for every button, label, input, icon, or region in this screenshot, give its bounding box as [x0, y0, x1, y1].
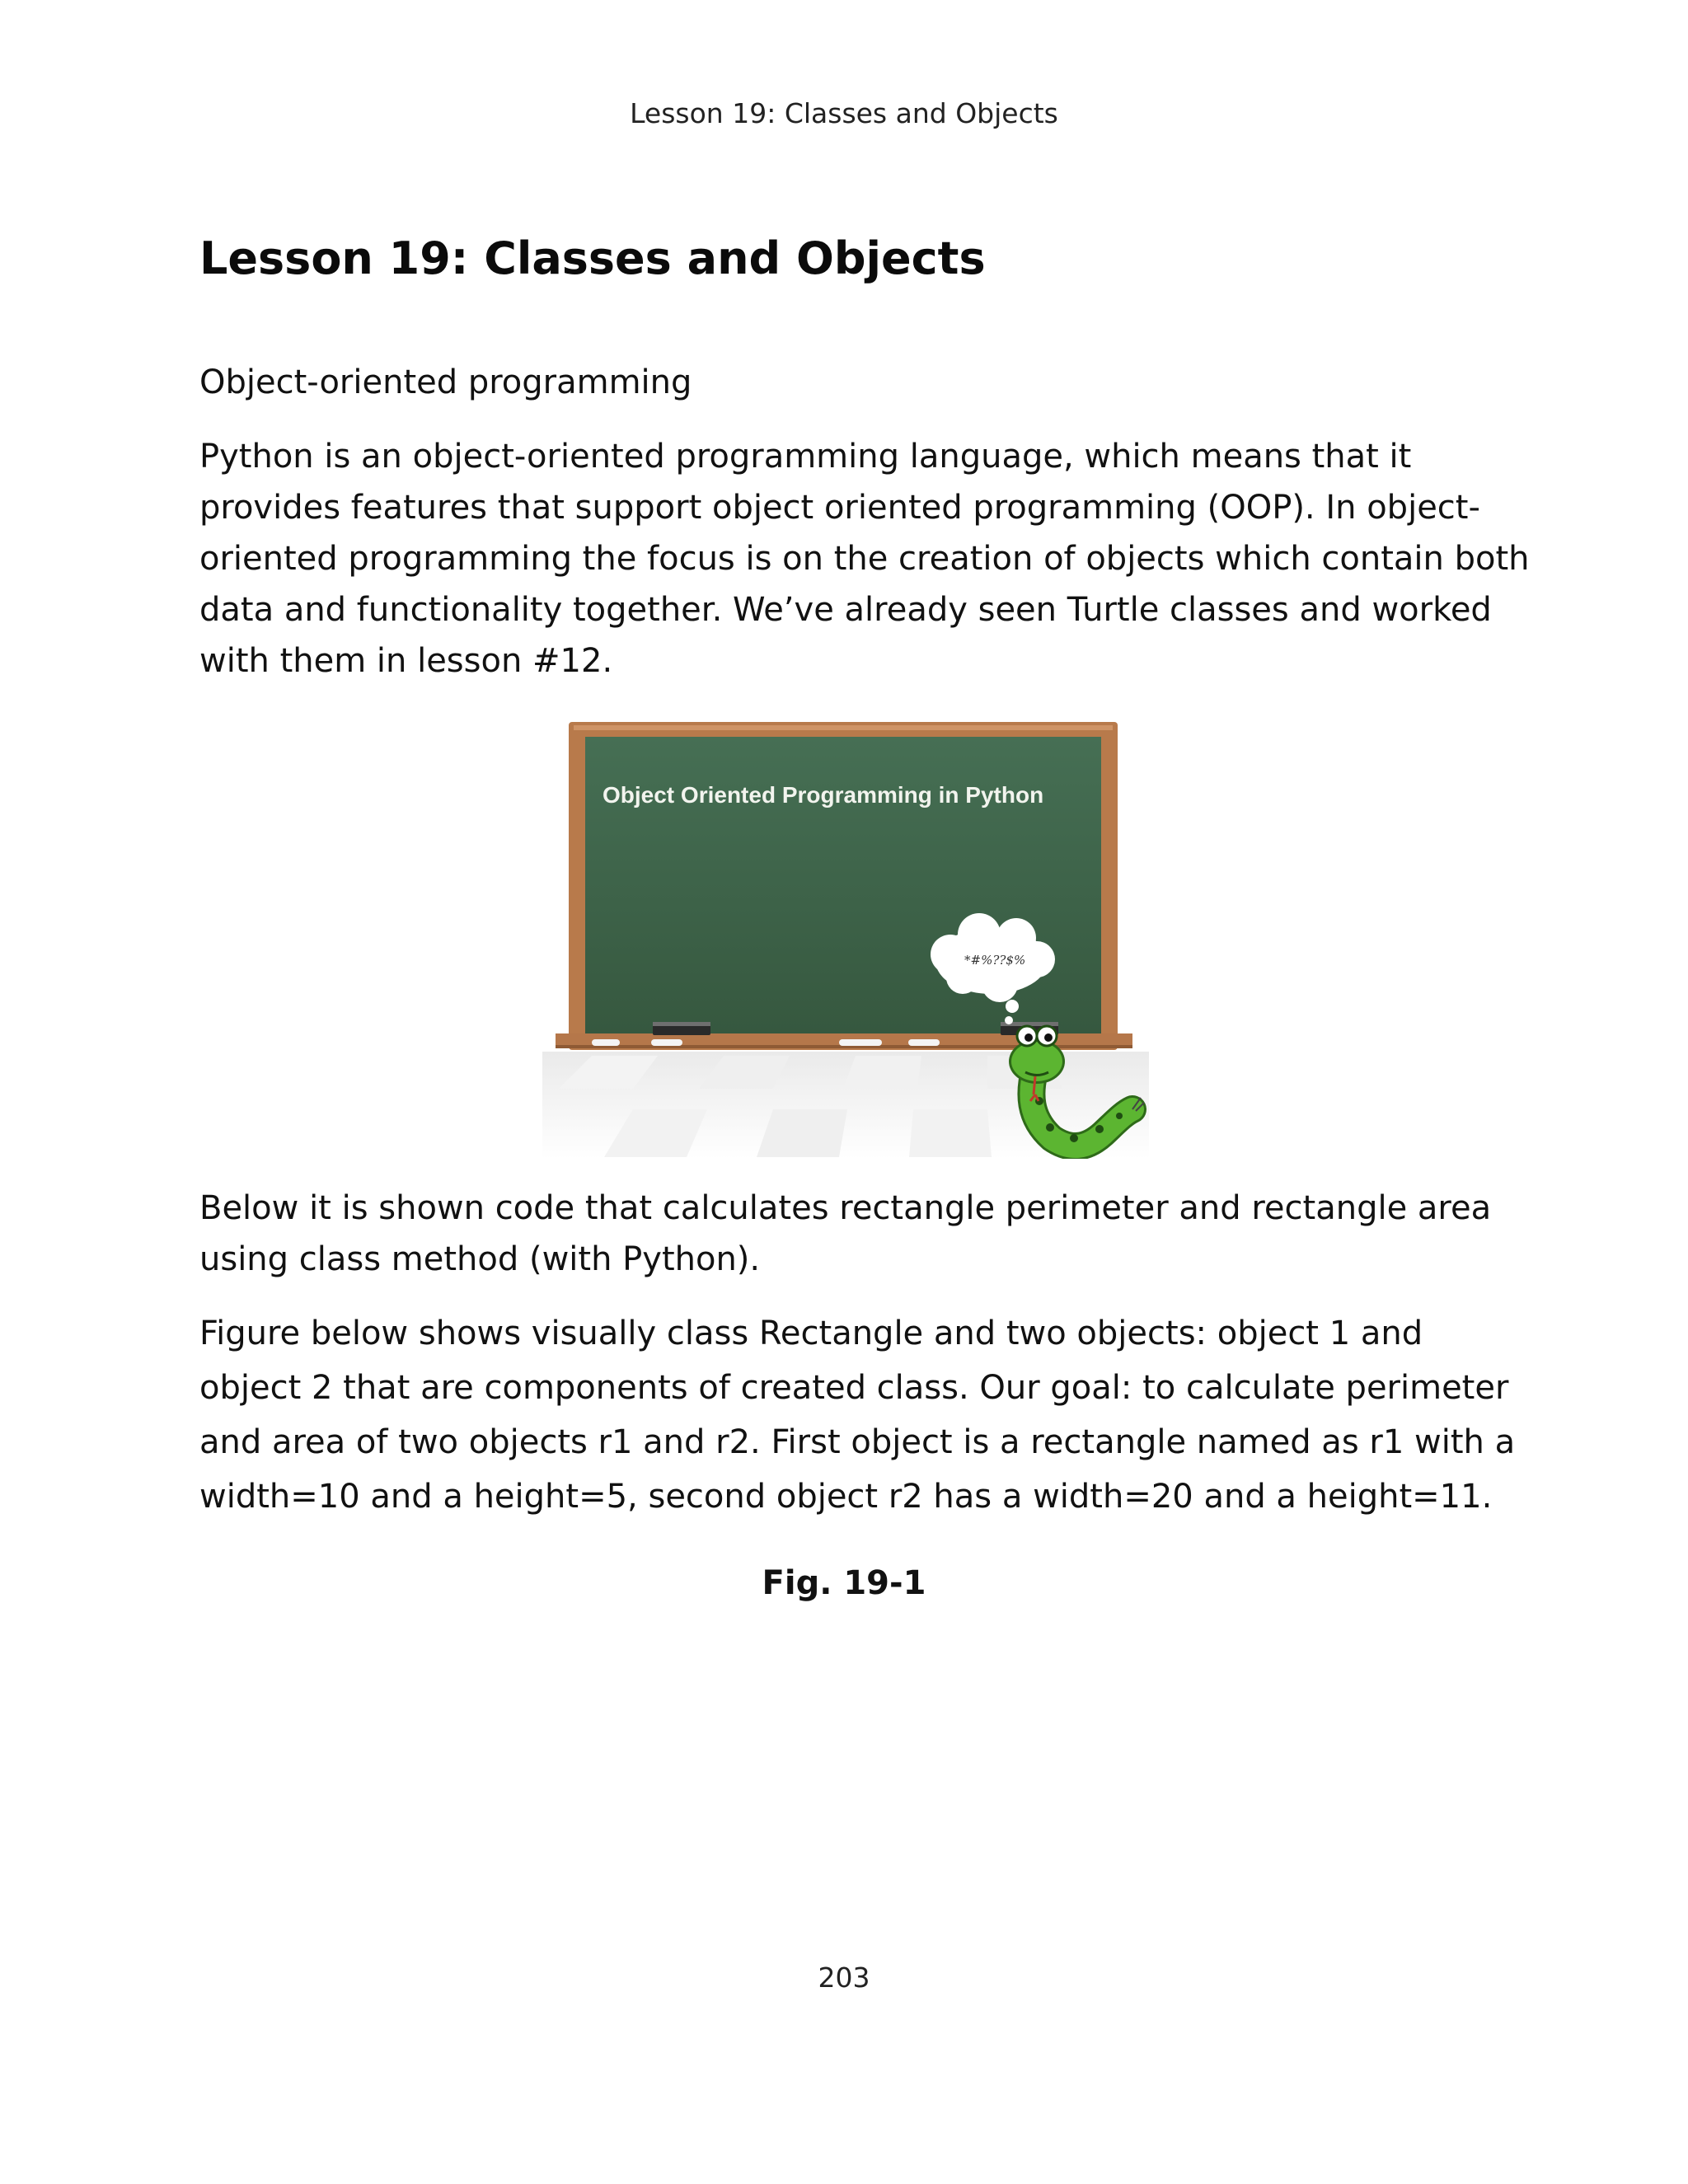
bubble-text: *#%??$%	[964, 953, 1026, 968]
page-number: 203	[818, 1961, 870, 1994]
oop-chalkboard-figure	[542, 722, 1149, 1159]
running-header: Lesson 19: Classes and Objects	[630, 97, 1058, 129]
board-title-text: Object Oriented Programming in Python	[603, 782, 1044, 808]
code-intro-paragraph: Below it is shown code that calculates rectangle perimeter and rectangle area using class method (with Python).	[199, 1189, 1492, 1278]
chalk-stick	[651, 1039, 682, 1046]
intro-paragraph: Python is an object-oriented programming language, which means that it provides features that support object oriented programming (OOP). In object-oriented programming the focus is on the creation of objects which contain both data and functionality together. We’ve already seen Turtle classes and worked with them in lesson #12.	[199, 438, 1530, 680]
section-heading: Object-oriented programming	[199, 363, 692, 401]
chalkboard-illustration	[542, 722, 1149, 1159]
figure-caption: Fig. 19-1	[762, 1564, 926, 1602]
chalkboard-surface	[585, 737, 1101, 1033]
rectangle-class-paragraph: Figure below shows visually class Rectangle and two objects: object 1 and object 2 that are components of created class. Our goal: to calculate perimeter and area of two objects r1 and r2. First object is a rectangle named as r1 with a width=10 and a height=5, second object r2 has a width=20 and a height=11.	[199, 1315, 1516, 1516]
lesson-title: Lesson 19: Classes and Objects	[199, 232, 986, 284]
